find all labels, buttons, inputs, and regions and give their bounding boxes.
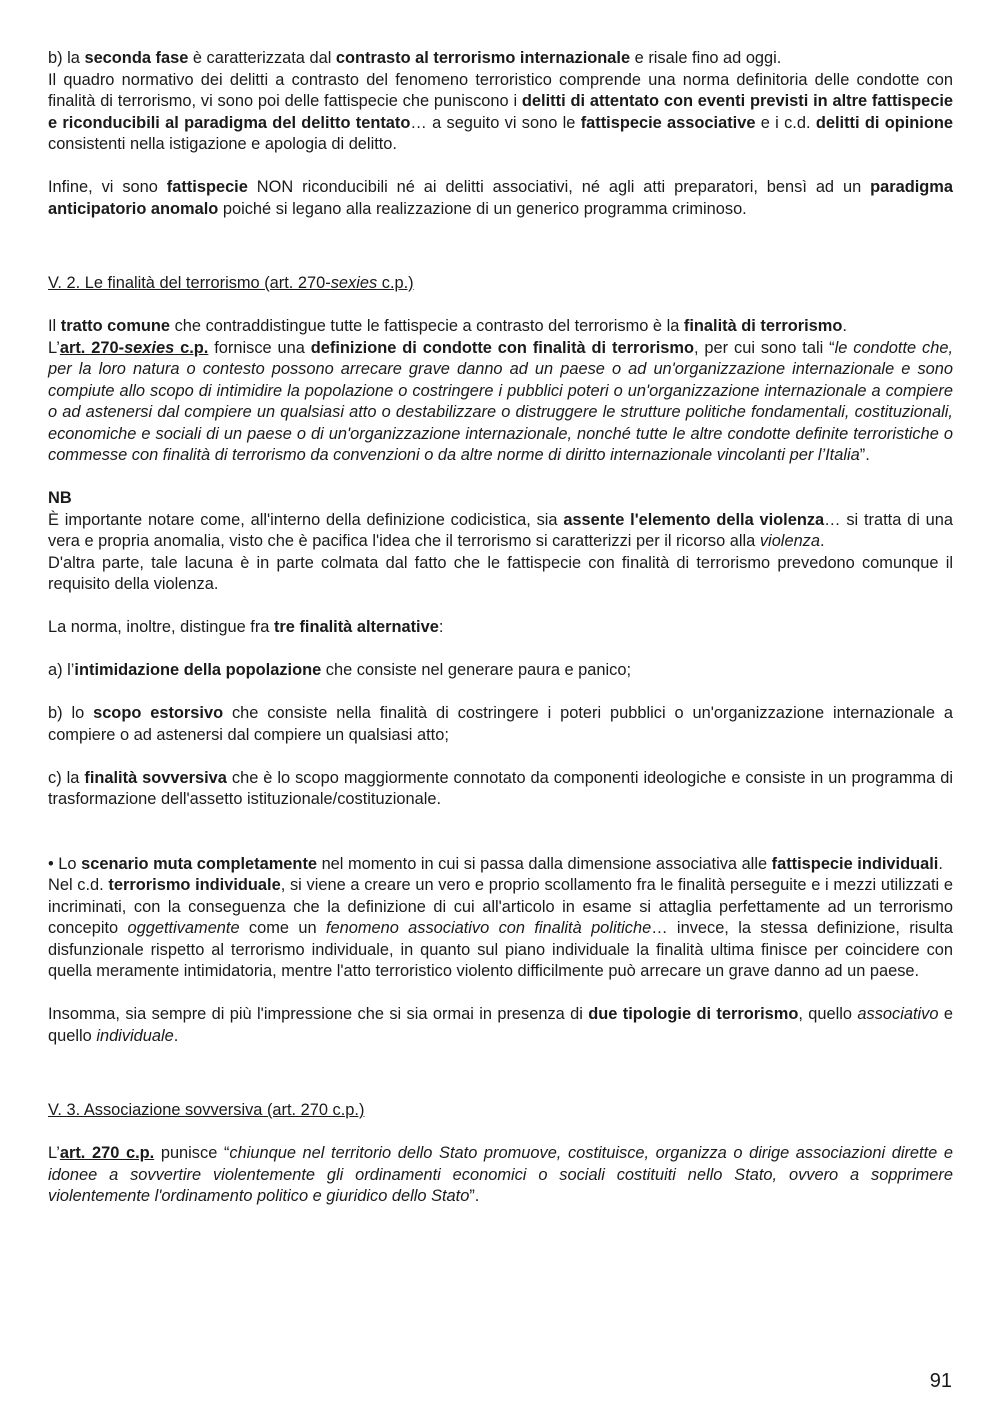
- page-number: 91: [929, 1370, 952, 1392]
- paragraph-individual-terrorism: Nel c.d. terrorismo individuale, si viene a creare un vero e proprio scollamento fra le finalità perseguite e i mezzi utilizzati e incriminati, con la conseguenza che la definizione di cui all'articolo in esame si attaglia perfettamente ad un terrorismo concepito oggettivamente come un fenomeno associativo con finalità politiche… invece, la stessa definizione, risulta disfunzionale rispetto al terrorismo individuale, in quanto sul piano individuale la finalità ultima finisce per coincidere con quella meramente intimidatoria, mentre l'atto terroristico violento difficilmente può arrecare un grave danno ad un paese.: [48, 876, 953, 980]
- paragraph-two-types: Insomma, sia sempre di più l'impressione che si sia ormai in presenza di due tipologie di terrorismo, quello associativo e quello individuale.: [48, 1005, 953, 1045]
- section-heading-v2: V. 2. Le finalità del terrorismo (art. 270-sexies c.p.): [48, 274, 414, 292]
- section-heading-v3: V. 3. Associazione sovversiva (art. 270 c.p.): [48, 1101, 365, 1119]
- paragraph-art-270: L’art. 270 c.p. punisce “chiunque nel territorio dello Stato promuove, costituisce, organizza o dirige associazioni dirette e idonee a sovvertire violentemente gli ordinamenti economici o sociali costituiti nello Stato, ovvero a sopprimere violentemente l'ordinamento politico e giuridico dello Stato”.: [48, 1144, 954, 1205]
- list-item-a: a) l’intimidazione della popolazione che consiste nel generare paura e panico;: [48, 661, 632, 679]
- paragraph-anomalous-paradigm: Infine, vi sono fattispecie NON riconducibili né ai delitti associativi, né agli atti preparatori, bensì ad un paradigma anticipatorio anomalo poiché si legano alla realizzazione di un generico programma criminoso.: [48, 178, 953, 218]
- paragraph-common-trait: Il tratto comune che contraddistingue tutte le fattispecie a contrasto del terrorismo è la finalità di terrorismo.: [48, 317, 847, 335]
- page-body: [48, 48, 953, 1208]
- paragraph-gap-filled: D'altra parte, tale lacuna è in parte colmata dal fatto che le fattispecie con finalità di terrorismo prevedono comunque il requisito della violenza.: [48, 553, 953, 593]
- paragraph-second-phase: b) la seconda fase è caratterizzata dal contrasto al terrorismo internazionale e risale fino ad oggi.: [48, 49, 782, 67]
- paragraph-three-aims: La norma, inoltre, distingue fra tre finalità alternative:: [48, 618, 444, 636]
- paragraph-normative-framework: Il quadro normativo dei delitti a contrasto del fenomeno terroristico comprende una norma definitoria delle condotte con finalità di terrorismo, vi sono poi delle fattispecie che puniscono i delitti di attentato con eventi previsti in altre fattispecie e riconducibili al paradigma del delitto tentato… a seguito vi sono le fattispecie associative e i c.d. delitti di opinione consistenti nella istigazione e apologia di delitto.: [48, 70, 954, 153]
- paragraph-violence-absent: È importante notare come, all'interno della definizione codicistica, sia assente l'elemento della violenza… si tratta di una vera e propria anomalia, visto che è pacifica l'idea che il terrorismo si caratterizzi per il ricorso alla violenza.: [48, 510, 953, 550]
- bullet-scenario-changes: • Lo scenario muta completamente nel momento in cui si passa dalla dimensione associativa alle fattispecie individuali.: [48, 854, 943, 873]
- list-item-c: c) la finalità sovversiva che è lo scopo maggiormente connotato da componenti ideologiche e consiste in un programma di trasformazione dell'assetto istituzionale/costituzionale.: [48, 768, 953, 808]
- list-item-b: b) lo scopo estorsivo che consiste nella finalità di costringere i poteri pubblici o un'organizzazione internazionale a compiere o ad astenersi dal compiere un qualsiasi atto;: [48, 704, 953, 744]
- paragraph-art-270-sexies: L’art. 270-sexies c.p. fornisce una definizione di condotte con finalità di terrorismo, per cui sono tali “le condotte che, per la loro natura o contesto possono arrecare grave danno ad un paese o ad un'organizzazione internazionale e sono compiute allo scopo di intimidire la popolazione o costringere i pubblici poteri o un'organizzazione internazionale a compiere o ad astenersi dal compiere un qualsiasi atto o destabilizzare o distruggere le strutture politiche fondamentali, costituzionali, economiche e sociali di un paese o di un'organizzazione internazionale, nonché tutte le altre condotte definite terroristiche o commesse con finalità di terrorismo da convenzioni o da altre norme di diritto internazionale vincolanti per l’Italia”.: [48, 338, 953, 464]
- nb-label: NB: [48, 489, 72, 507]
